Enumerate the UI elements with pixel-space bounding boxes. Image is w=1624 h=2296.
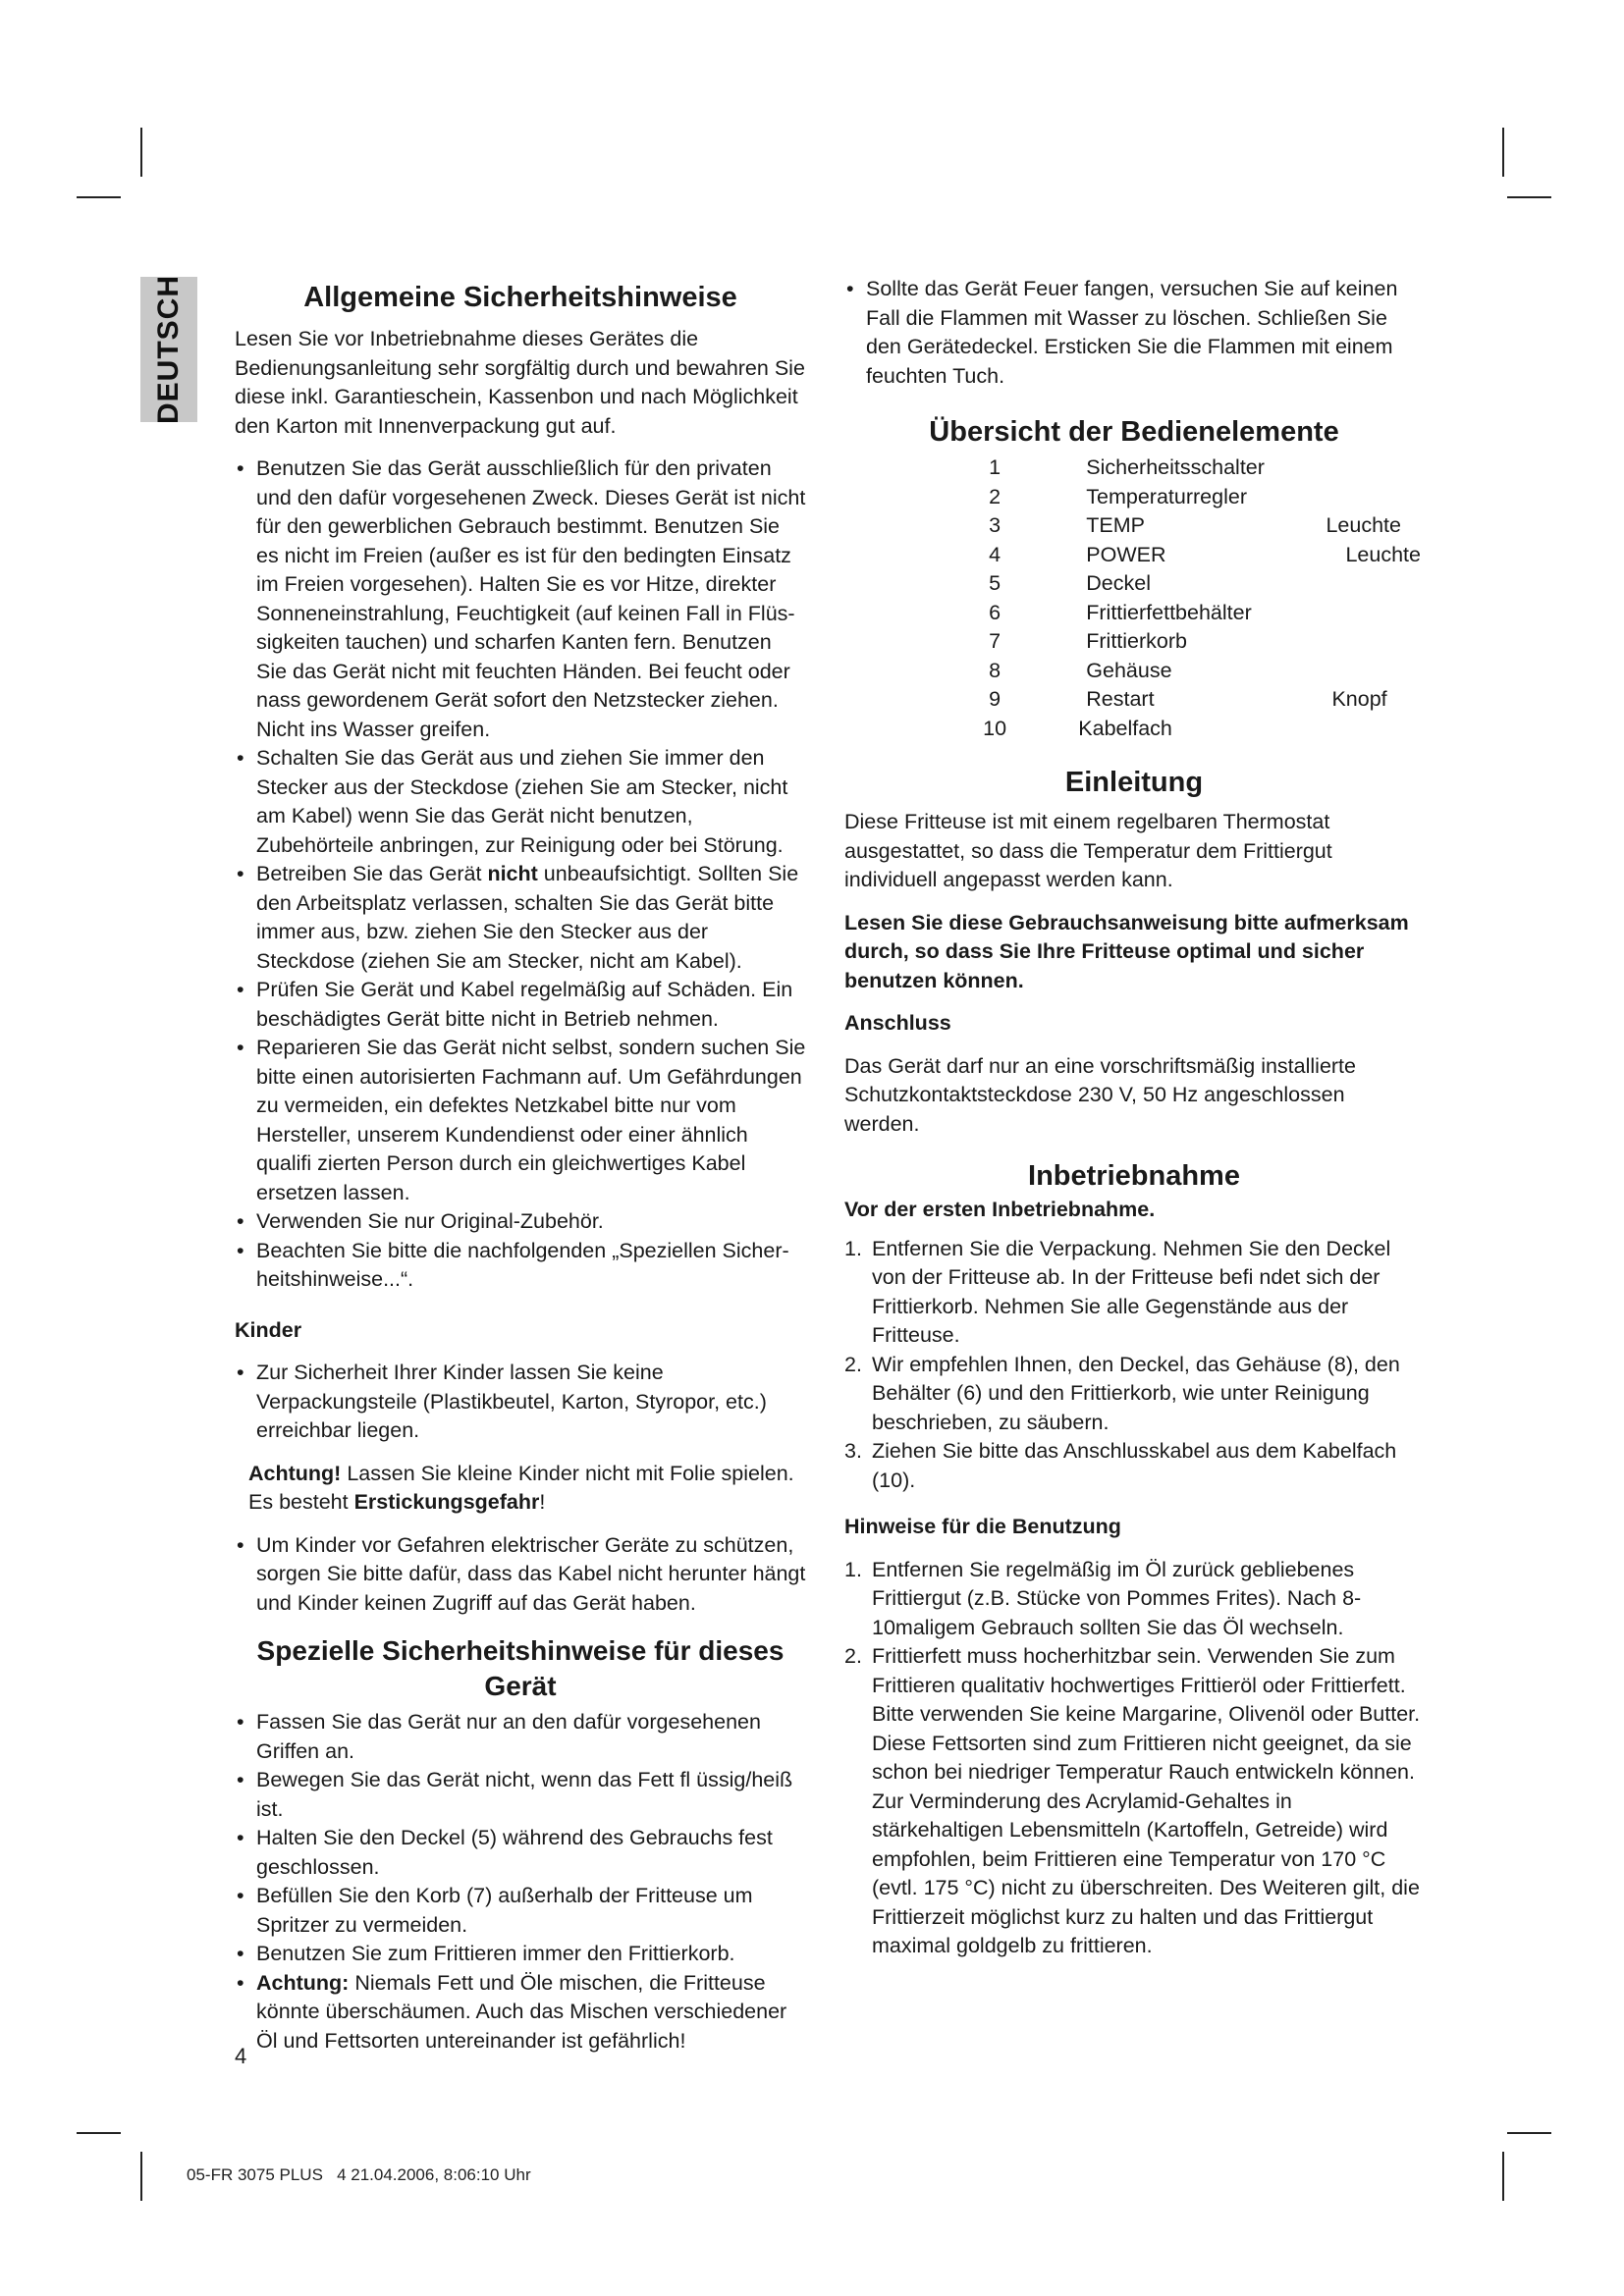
- list-item: • Befüllen Sie den Korb (7) außerhalb der Fritteuse um Spritzer zu vermeiden.: [235, 1882, 806, 1940]
- table-row: 7 Frittierkorb: [989, 629, 1187, 653]
- list-item: 1. Entfernen Sie die Verpackung. Nehmen Sie den Deckel von der Fritteuse ab. In der Fritteuse befi ndet sich der Frittierkorb. Nehmen Sie alle Gegenstände aus der Fritteuse.: [844, 1236, 1391, 1347]
- crop-mark-bottom-left-horizontal: [77, 2132, 121, 2134]
- device-safety-list: [235, 1708, 806, 2056]
- before-first-use-title: Vor der ersten Inbetriebnahme.: [844, 1198, 1156, 1221]
- commissioning-title: Inbetriebnahme: [1028, 1160, 1240, 1192]
- list-item: • Um Kinder vor Gefahren elektrischer Geräte zu schützen, sorgen Sie bitte dafür, dass das Kabel nicht herunter hängt und Kinder keinen Zugriff auf das Gerät haben.: [235, 1531, 806, 1619]
- list-item: • Prüfen Sie Gerät und Kabel regelmäßig auf Schäden. Ein beschädigtes Gerät bitte nicht in Betrieb nehmen.: [235, 976, 806, 1034]
- usage-notes-title: Hinweise für die Benutzung: [844, 1515, 1121, 1538]
- connection-title: Anschluss: [844, 1011, 951, 1035]
- list-item: • Betreiben Sie das Gerät nicht unbeaufsichtigt. Sollten Sie den Arbeitsplatz verlassen, schalten Sie das Gerät bitte immer aus, bzw. ziehen Sie den Stecker aus der Steckdose (ziehen Sie am Stecker, nicht am Kabel).: [235, 860, 806, 976]
- general-safety-list: [235, 454, 806, 1295]
- page-number: 4: [235, 2044, 247, 2068]
- list-item: • Achtung: Niemals Fett und Öle mischen, die Fritteuse könnte überschäumen. Auch das Mischen verschiedener Öl und Fettsorten untereinander ist gefährlich!: [235, 1969, 806, 2056]
- table-row: 2 Temperaturregler: [989, 484, 1247, 508]
- list-item: • Verwenden Sie nur Original-Zubehör.: [235, 1207, 806, 1237]
- children-title: Kinder: [235, 1317, 302, 1342]
- list-item: • Halten Sie den Deckel (5) während des Gebrauchs fest geschlossen.: [235, 1824, 806, 1882]
- table-row: 3 TEMP Leuchte: [989, 513, 1401, 537]
- warning-label: Achtung!: [248, 1461, 342, 1485]
- table-row: 10 Kabelfach: [983, 716, 1172, 740]
- list-item: • Reparieren Sie das Gerät nicht selbst, sondern suchen Sie bitte einen autorisierten Fachmann auf. Um Gefährdungen zu vermeiden, ein defektes Netzkabel bitte nur vom Hersteller, unserem Kundendienst oder einer ähnlich qualifi zierten Person durch ein gleichwertiges Kabel ersetzen lassen.: [235, 1034, 806, 1207]
- table-row: 1 Sicherheitsschalter: [989, 455, 1265, 479]
- children-list-2: [235, 1531, 806, 1619]
- table-row: 5 Deckel: [989, 571, 1151, 595]
- choking-warning: Achtung! Lassen Sie kleine Kinder nicht mit Folie spielen. Es besteht Erstickungsgefahr!: [248, 1461, 794, 1514]
- general-safety-title: Allgemeine Sicherheitshinweise: [303, 282, 737, 313]
- connection-text: Das Gerät darf nur an eine vorschriftsmäßig installierte Schutzkontaktsteckdose 230 V, 50 Hz angeschlossen werden.: [844, 1053, 1356, 1136]
- table-row: 9 Restart Knopf: [989, 687, 1387, 711]
- introduction-emphasis: Lesen Sie diese Gebrauchsanweisung bitte aufmerksam durch, so dass Sie Ihre Fritteuse optimal und sicher benutzen können.: [844, 910, 1409, 992]
- usage-notes-list: [844, 1556, 1424, 1961]
- crop-mark-top-left-horizontal: [77, 196, 121, 198]
- crop-mark-bottom-right-vertical: [1502, 2152, 1504, 2201]
- list-item: • Benutzen Sie zum Frittieren immer den Frittierkorb.: [235, 1940, 806, 1969]
- list-item: • Schalten Sie das Gerät aus und ziehen Sie immer den Stecker aus der Steckdose (ziehen Sie am Stecker, nicht am Kabel) wenn Sie das Gerät nicht benutzen, Zubehörteile anbringen, zur Reinigung oder bei Störung.: [235, 744, 806, 860]
- overview-title: Übersicht der Bedienelemente: [929, 416, 1339, 448]
- children-list: [235, 1359, 806, 1446]
- print-footer: 05-FR 3075 PLUS 4 21.04.2006, 8:06:10 Uhr: [187, 2165, 531, 2184]
- list-item: 3. Ziehen Sie bitte das Anschlusskabel aus dem Kabelfach (10).: [844, 1439, 1397, 1492]
- language-tab-label: DEUTSCH: [152, 274, 185, 425]
- crop-mark-top-right-horizontal: [1507, 196, 1551, 198]
- device-safety-title: Spezielle Sicherheitshinweise für dieses Gerät: [256, 1635, 785, 1701]
- table-row: 4 POWER Leuchte: [989, 542, 1421, 566]
- right-column: [844, 275, 1424, 1961]
- list-item: 1. Entfernen Sie regelmäßig im Öl zurück gebliebenes Frittiergut (z.B. Stücke von Pommes Frites). Nach 8-10maligem Gebrauch sollten Sie das Öl wechseln.: [844, 1557, 1362, 1639]
- crop-mark-bottom-right-horizontal: [1507, 2132, 1551, 2134]
- list-item: • Beachten Sie bitte die nachfolgenden „Speziellen Sicherheitshinweise...“.: [235, 1237, 806, 1295]
- introduction-title: Einleitung: [1064, 767, 1204, 798]
- list-item: • Benutzen Sie das Gerät ausschließlich für den privaten und den dafür vorgesehenen Zweck. Dieses Gerät ist nicht für den gewerblichen Gebrauch bestimmt. Benutzen Sie es nicht im Freien (außer es ist für den bedingten Einsatz im Freien vorgesehen). Halten Sie es vor Hitze, direkter Sonneneinstrahlung, Feuchtigkeit (auf keinen Fall in Flüssigkeiten tauchen) und scharfen Kanten fern. Benutzen Sie das Gerät nicht mit feuchten Händen. Bei feucht oder nass gewordenem Gerät sofort den Netzstecker ziehen. Nicht ins Wasser greifen.: [235, 454, 806, 744]
- table-row: 6 Frittierfettbehälter: [989, 600, 1252, 624]
- list-item: • Zur Sicherheit Ihrer Kinder lassen Sie keine Verpackungsteile (Plastikbeutel, Karton, Styropor, etc.) erreichbar liegen.: [235, 1359, 806, 1446]
- general-safety-intro: Lesen Sie vor Inbetriebnahme dieses Gerätes die Bedienungsanleitung sehr sorgfältig durch und bewahren Sie diese inkl. Garantieschein, Kassenbon und nach Möglichkeit den Karton mit Innenverpackung gut auf.: [235, 327, 805, 438]
- table-row: 8 Gehäuse: [989, 658, 1172, 682]
- list-item: • Sollte das Gerät Feuer fangen, versuchen Sie auf keinen Fall die Flammen mit Wasser zu löschen. Schließen Sie den Gerätedeckel. Ersticken Sie die Flammen mit einem feuchten Tuch.: [844, 275, 1424, 391]
- language-tab: [140, 274, 197, 425]
- list-item: 2. Wir empfehlen Ihnen, den Deckel, das Gehäuse (8), den Behälter (6) und den Frittierkorb, wie unter Reinigung beschrieben, zu säubern.: [844, 1352, 1400, 1434]
- crop-mark-bottom-left-vertical: [140, 2152, 142, 2201]
- before-first-use-list: [844, 1235, 1424, 1496]
- overview-table: [982, 454, 1424, 743]
- fire-list: [844, 275, 1424, 391]
- crop-mark-top-right-vertical: [1502, 128, 1504, 177]
- list-item: 2. Frittierfett muss hocherhitzbar sein. Verwenden Sie zum Frittieren qualitativ hochwertiges Frittieröl oder Frittierfett. Bitte verwenden Sie keine Margarine, Olivenöl oder Butter. Diese Fettsorten sind zum Frittieren nicht geeignet, da sie schon bei niedriger Temperatur Rauch entwickeln können. Zur Verminderung des Acrylamid-Gehaltes in stärkehaltigen Lebensmitteln (Kartoffeln, Getreide) wird empfohlen, beim Frittieren eine Temperatur von 170 °C (evtl. 175 °C) nicht zu überschreiten. Des Weiteren gilt, die Frittierzeit möglichst kurz zu halten und das Frittiergut maximal goldgelb zu frittieren.: [844, 1644, 1421, 1957]
- introduction-text: Diese Fritteuse ist mit einem regelbaren Thermostat ausgestattet, so dass die Temperatur dem Frittiergut individuell angepasst werden kann.: [844, 810, 1332, 891]
- list-item: • Fassen Sie das Gerät nur an den dafür vorgesehenen Griffen an.: [235, 1708, 806, 1766]
- list-item: • Bewegen Sie das Gerät nicht, wenn das Fett fl üssig/heiß ist.: [235, 1766, 806, 1824]
- left-column: [235, 280, 806, 2056]
- crop-mark-top-left-vertical: [140, 128, 142, 177]
